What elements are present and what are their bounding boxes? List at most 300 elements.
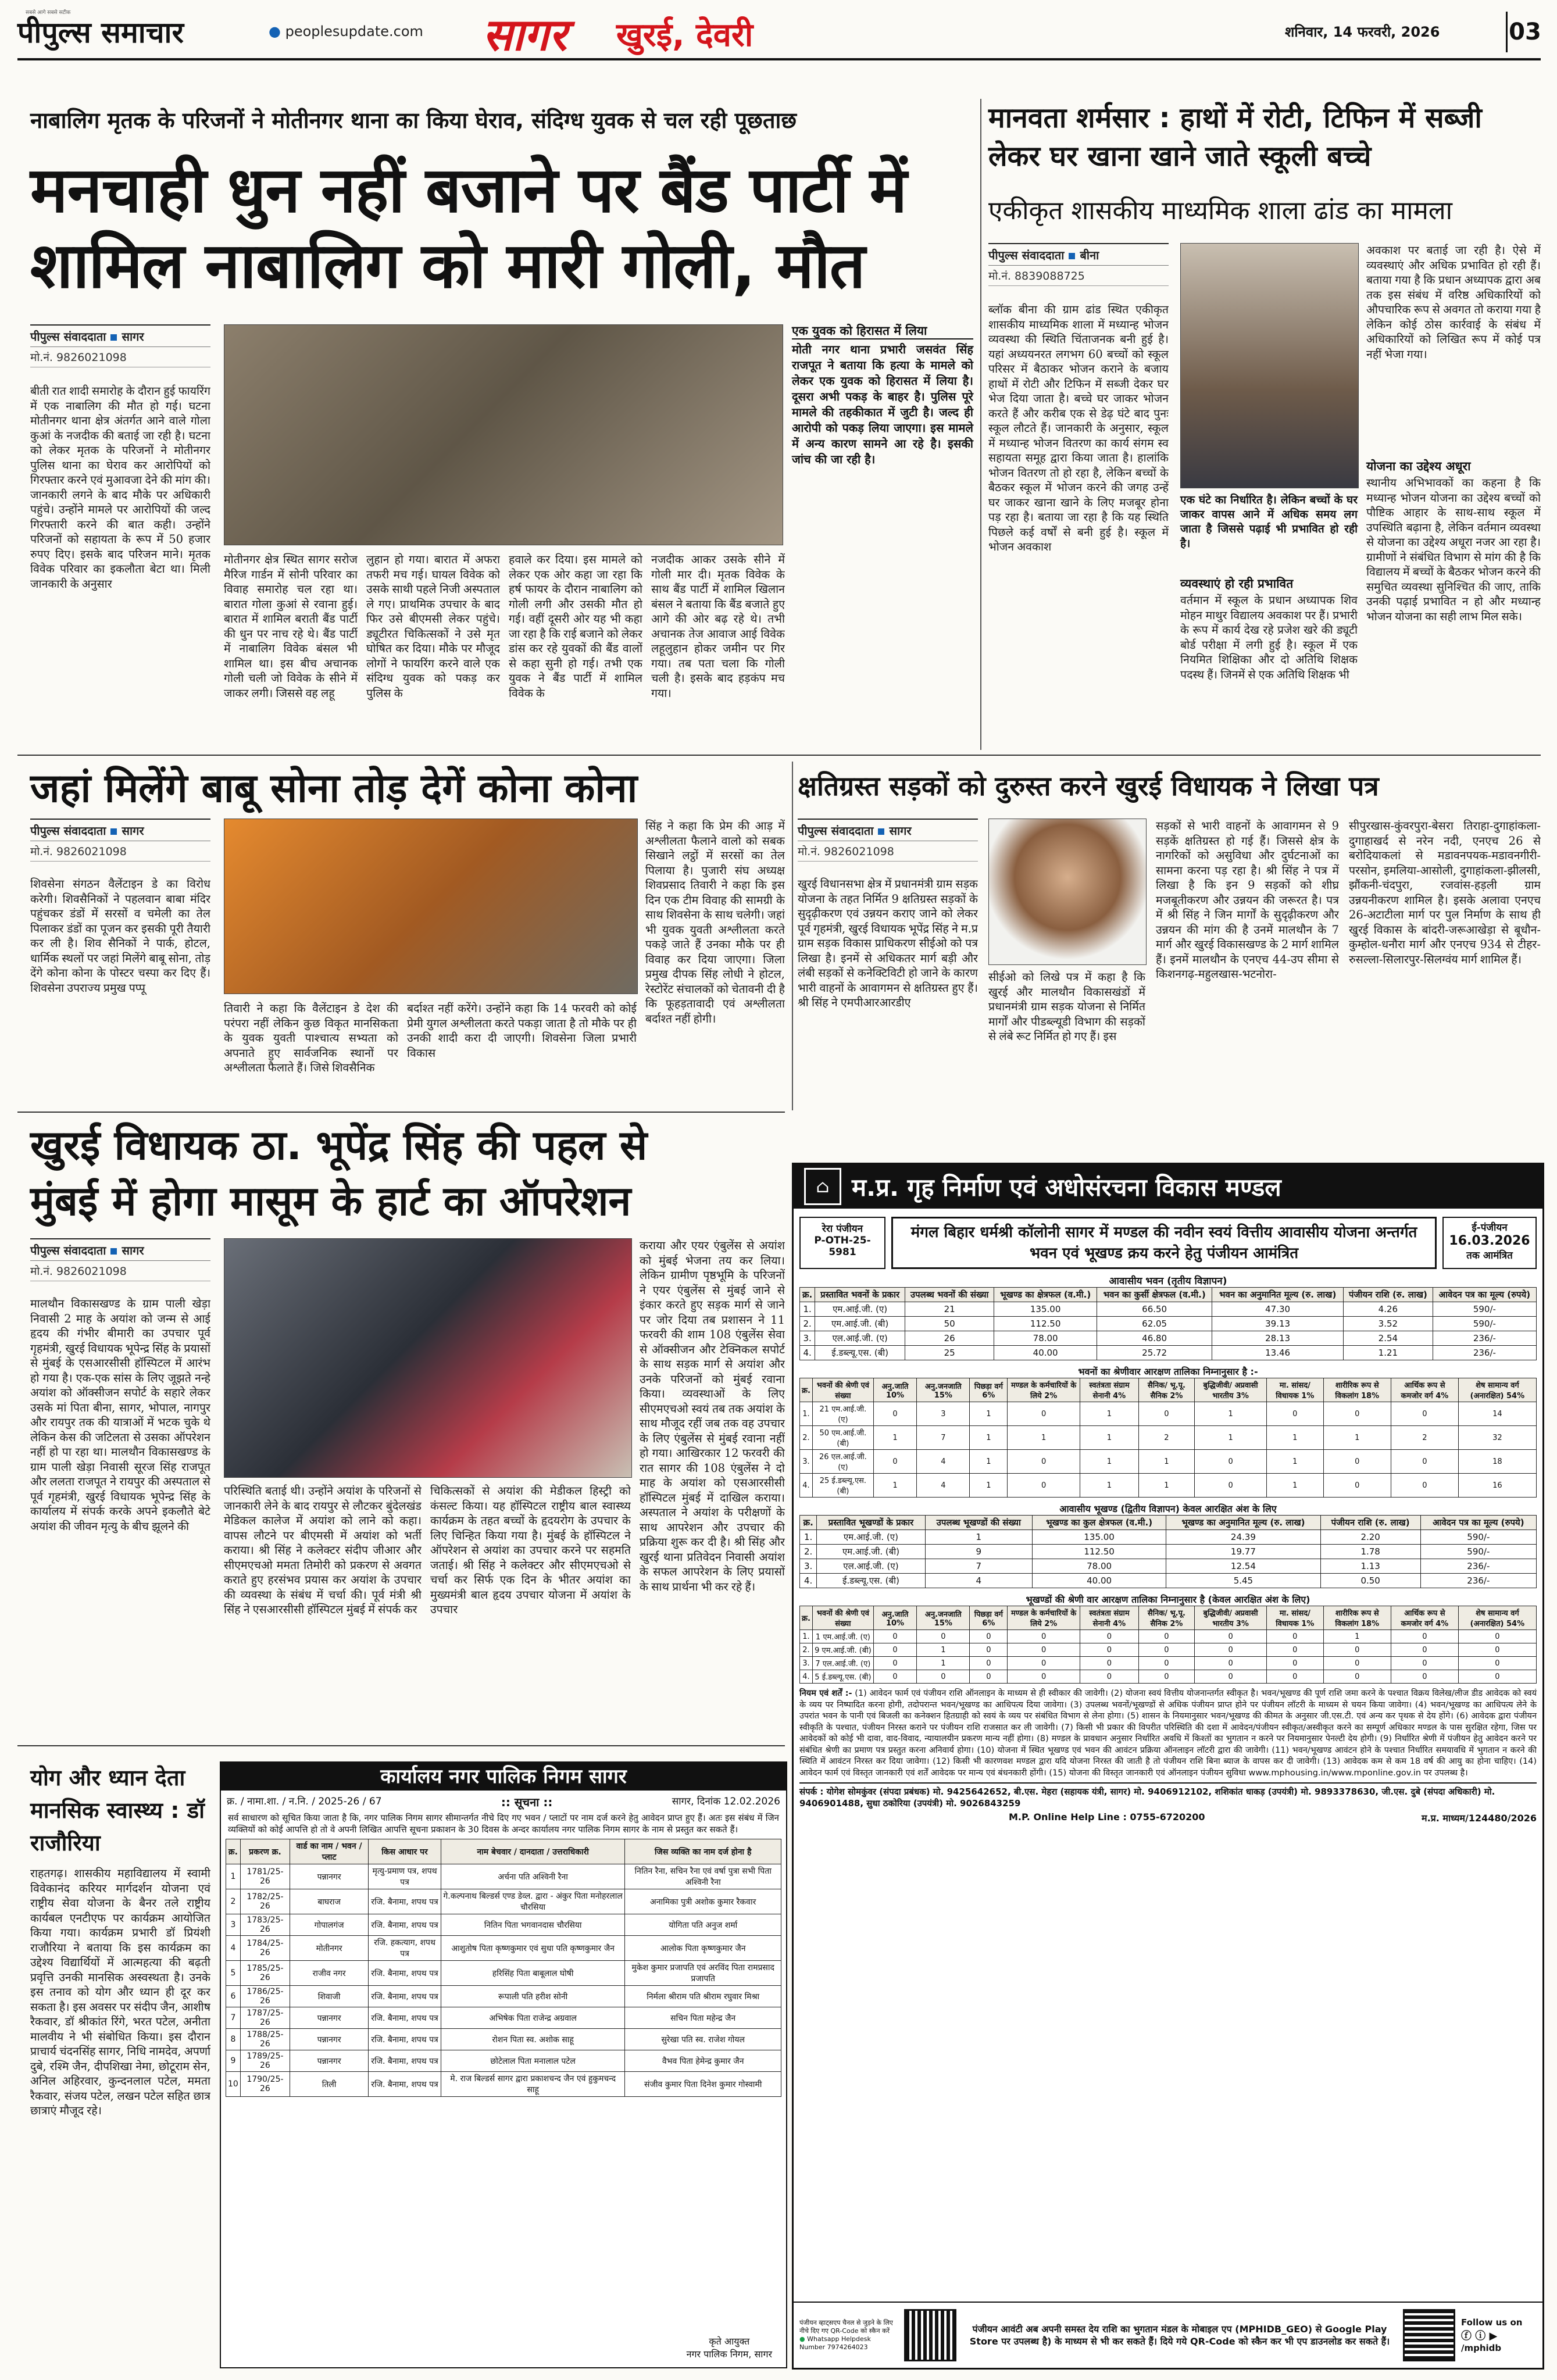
table-cell: रजि. हकत्याग, शपथ पत्र [369, 1936, 441, 1961]
ad-helpline-row [799, 1811, 1537, 1824]
table-cell: 66.50 [1097, 1302, 1212, 1317]
ad-terms-text: (1) आवेदन फार्म एवं पंजीयन राशि ऑनलाइन के माध्यम से ही स्वीकार की जावेगी। (2) योजना स्वयं वित्तीय योजनान्तर्गत स्वीकृत है। भवन/भूखण्ड की पूर्ण राशि जमा करने के पश्चात विक्रय विलेख/लीज डीड आवेदक को स्वयं के व्यय पर निष्पादित करना होगी, तदोपरान्त भवन/भूखण्ड का आधिपत्य दिया जावेगा। (3) उपलब्ध भवनों/भूखण्डों से अधिक पंजीयन प्राप्त होने पर पंजीयन लॉटरी के माध्यम से चयन किया जावेगा। (4) भवन/भूखण्ड का आधिपत्य लेने के उपरांत भवन के पानी एवं बिजली का कनेक्शन हितग्राही को स्वयं के व्यय पर संबंधित विभाग से लेना होगा। (5) शासन के नियमानुसार भवन/भूखण्ड की कीमत के अनुसार जी.एस.टी. एवं अन्य कर पृथक से देय होंगे। (6) आवेदक द्वारा पंजीयन स्वीकृति के पश्चात, पंजीयन निरस्त कराने पर पंजीयन राशि राजसात कर ली जावेगी। (7) किसी भी प्रकार की विपरीत परिस्थिति की दशा में आवेदन/पंजीयन स्वीकृत/अस्वीकृत करने का सम्पूर्ण अधिकार मण्डल के पास सुरक्षित रहेगा, जिस पर आवेदकों को कोई भी दावा, वाद-विवाद, न्यायालयीन प्रकरण मान्य नहीं होगा। (8) मण्डल के प्रावधान अनुसार निर्धारित अवधि में किश्तों का भुगतान न करने पर नियमानुसार पेनल्टी देय होगी। (9) निर्धारित श्रेणी में पंजीयन हेतु आवेदन करने पर संबंधित श्रेणी का प्रमाण पत्र प्रस्तुत करना अनिवार्य होगा। (10) योजना में स्थित भूखण्ड एवं भवन की आवंटन प्रक्रिया ऑनलाइन लॉटरी द्वारा की जावेगी। (11) भवन/भूखण्ड आवंटन होने के पश्चात निर्धारित समयावधि में भुगतान न करने की स्थिति में आवंटन निरस्त कर दिया जावेगा। (12) किसी भी कारणवश मण्डल द्वारा यदि योजना निरस्त की जाती है तो पंजीयन राशि बिना ब्याज के वापस कर दी जावेगी। (13) आवेदक कम से कम 18 वर्ष की आयु का होना चाहिए। (14) आवेदन फार्म एवं विस्तृत जानकारी एवं शर्तें आवेदक पर मान्य एवं बंधनकारी होंगी। (15) योजना की विस्तृत जानकारी एवं ऑनलाइन पंजीयन सुविधा www.mphousing.in/www.mponline.gov.in पर उपलब्ध है। [799, 1689, 1537, 1778]
table-cell: 0 [970, 1630, 1008, 1643]
table-header-cell: बुद्धिजीवी/ अप्रवासी भारतीय 3% [1195, 1378, 1267, 1402]
housing-board-logo-icon: ⌂ [804, 1168, 841, 1205]
section-divider [17, 1745, 785, 1746]
table-row [226, 2007, 781, 2029]
table-cell: अभिषेक पिता राजेन्द्र अग्रवाल [441, 2007, 624, 2029]
ad-table2 [799, 1378, 1537, 1498]
table-cell: योगिता पति अनुज शर्मा [625, 1914, 781, 1936]
ad-whatsapp: ● Whatsapp Helpdesk Number 7974264023 [799, 2335, 871, 2351]
table-cell: 0 [970, 1670, 1008, 1684]
table-cell: 2 [226, 1889, 241, 1914]
story2-photo-child [1180, 243, 1359, 488]
table-cell: 0 [1195, 1670, 1267, 1684]
table-cell: 0 [1267, 1402, 1323, 1426]
ad-whatsapp-box [799, 2319, 898, 2352]
story5-col1: मालथौन विकासखण्ड के ग्राम पाली खेड़ा निवासी 2 माह के अयांश को जन्म से आई हृदय की गंभीर बीमारी का उपचार पूर्व गृहमंत्री, खुरई विधायक भूपेन्द्र सिंह के प्रयासों से मुंबई के एसआरसीसी हॉस्पिटल में आरंभ हो गया है। एक-एक सांस के लिए जूझते नन्हे अयांश को ऑक्सीजन सपोर्ट के सहारे लेकर उसके मां पिता बीना, सागर, भोपाल, नागपुर और रायपुर तक की यात्राओं में भटक चुके थे लेकिन केस की जटिलता से उसका ऑपरेशन नहीं हो पा रहा था। मालथौन विकासखण्ड के ग्राम पाली खेड़ा निवासी सूरज सिंह राजपूत और ललता राजपूत ने रायपुर की अस्पताल से पूर्व गृहमंत्री, खुरई विधायक भूपेन्द्र सिंह के कार्यालय में संपर्क करके अपने इकलौते बेटे अयांश की जीवन मृत्यु के बीच झूलने की [30, 1297, 210, 1533]
table-header-cell: भूखण्ड का क्षेत्रफल (व.मी.) [994, 1288, 1097, 1302]
story2-byline-block [988, 243, 1169, 286]
table-header-cell: शेष सामान्य वर्ग (अनारक्षित) 54% [1458, 1378, 1536, 1402]
notice-date: सागर, दिनांक 12.02.2026 [672, 1796, 780, 1807]
table-cell: 1 [873, 1474, 916, 1498]
story2-col1: ब्लॉक बीना की ग्राम ढांड स्थित एकीकृत शासकीय माध्यमिक शाला में मध्यान्ह भोजन व्यवस्था की स्थिति चिंताजनक बनी हुई है। यहां अध्ययनरत लगभग 60 बच्चों को स्कूल परिसर में बैठाकर भोजन कराने के बजाय हाथों में रोटी और टिफिन में सब्जी देकर घर भेज दिया जाता है। बच्चे घर जाकर भोजन करते हैं और करीब एक से डेढ़ घंटे बाद पुनः स्कूल लौटते हैं। जानकारी के अनुसार, स्कूल में मध्यान्ह भोजन वितरण का कार्य संगम स्व सहायता समूह द्वारा किया जाता है। हालांकि भोजन वितरण तो हो रहा है, लेकिन बच्चों के बैठकर स्कूल में भोजन करने की जगह उन्हें घर जाकर खाना खाने के लिए मजबूर होना पड़ रहा है। बताया जा रहा है कि यह स्थिति पिछले कई वर्षों से बनी हुई है। स्कूल में भोजन अवकाश [988, 303, 1169, 553]
masthead-website: ● peoplesupdate.com [269, 23, 423, 40]
table-header-cell: उपलब्ध भूखण्डों की संख्या [925, 1516, 1032, 1530]
story3-col1: शिवसेना संगठन वैलेंटाइन डे का विरोध करेगी। शिवसैनिकों ने पहलवान बाबा मंदिर पहुंचकर डंडों में सरसों व चमेली का तेल पिलाकर डंडों का पूजन कर इसकी पूरी तैयारी कर ली है। शिव सैनिकों ने पार्क, होटल, धार्मिक स्थलों पर जहां मिलेंगे बाबू सोना, तोड़ देंगे कोना कोना के पोस्टर चस्पा कर दिए हैं। शिवसेना उपराज्य प्रमुख पप्पू [30, 877, 210, 995]
table-cell: 9 [925, 1545, 1032, 1559]
social-icons: ⓕ ⓘ ▶ [1461, 2330, 1498, 2342]
table-cell: 7 [925, 1559, 1032, 1574]
story1-col5: नजदीक आकर उसके सीने में गोली मार दी। मृतक विवेक के साथ बैंड पार्टी में शामिल खिलान बंसल ने बताया कि बैंड बजाते हुए आगे की ओर बढ़ रहे थे। तभी अचानक तेज आवाज आई विवेक लहूलुहान होकर जमीन पर गिर गया। तब पता चला कि गोली चली है। इसके बाद हड़कंप मच गया। [651, 553, 785, 700]
table-row [226, 1936, 781, 1961]
table-row [800, 1545, 1537, 1559]
table-cell: बाघराज [290, 1889, 369, 1914]
table-cell: आलोक पिता कृष्णकुमार जैन [625, 1936, 781, 1961]
table-cell: एम.आई.जी. (बी) [815, 1317, 905, 1331]
story4-headline: क्षतिग्रस्त सड़कों को दुरुस्त करने खुरई विधायक ने लिखा पत्र [798, 770, 1379, 802]
story5-photo [224, 1238, 632, 1478]
table-cell: 7 [917, 1426, 970, 1450]
qr-code-icon [904, 2309, 956, 2361]
table-row [800, 1402, 1537, 1426]
table-cell: राजीव नगर [290, 1961, 369, 1986]
table-cell: 1. [800, 1302, 815, 1317]
table-cell: रजि. बैनामा, शपथ पत्र [369, 2029, 441, 2050]
table-cell: 4 [917, 1450, 970, 1474]
table-row [800, 1426, 1537, 1450]
ad-epanjiyan: ई-पंजीयन [1472, 1222, 1508, 1234]
table-cell: 1 [873, 1426, 916, 1450]
table-cell: गोपालगंज [290, 1914, 369, 1936]
table-cell: 4 [226, 1936, 241, 1961]
ad-scheme: मंगल बिहार धर्मश्री कॉलोनी सागर में मण्डल की नवीन स्वयं वित्तीय आवासीय योजना अन्तर्गत भवन एवं भूखण्ड क्रय करने हेतु पंजीयन आमंत्रित [891, 1217, 1437, 1269]
table-cell: एम.आई.जी. (ए) [815, 1302, 905, 1317]
table-cell: 47.30 [1212, 1302, 1344, 1317]
table-cell: 1 [917, 1643, 970, 1657]
table-cell: शिवाजी [290, 1986, 369, 2007]
table-cell: वैभव पिता हेमेन्द्र कुमार जैन [625, 2050, 781, 2072]
table-cell: 0 [1391, 1657, 1459, 1670]
notice-ref: क्र. / नामा.शा. / न.नि. / 2025-26 / 67 [227, 1796, 382, 1807]
table-row [226, 2072, 781, 2097]
notice-signature-line2: नगर पालिक निगम, सागर [686, 2349, 772, 2360]
table-cell: एल.आई.जी. (ए) [815, 1331, 905, 1346]
table-cell: 0 [1458, 1670, 1536, 1684]
byline-bullet-icon [110, 334, 117, 341]
table-cell: 1 [970, 1426, 1008, 1450]
section-divider [17, 1112, 785, 1113]
masthead [17, 8, 1541, 60]
story1-kicker: नाबालिग मृतक के परिजनों ने मोतीनगर थाना का किया घेराव, संदिग्ध युवक से चल रही पूछताछ [30, 108, 797, 133]
table-cell: 25 [905, 1346, 994, 1360]
table-cell: 0 [1391, 1670, 1459, 1684]
story1-col2: मोतीनगर क्षेत्र स्थित सागर सरोज मैरिज गार्डन में सोनी परिवार का विवाह समारोह चल रहा था। बारात गोला कुआं से रवाना हुई। बारात में शामिल बराती बैंड पार्टी की धुन पर नाच रहे थे। बैंड पार्टी में नाबालिग विवेक बंसल भी शामिल था। इस बीच अचानक गोली चली जो विवेक के सीने में जाकर लगी। जिससे वह लहू [224, 553, 358, 700]
table-cell: 1 [970, 1450, 1008, 1474]
story1-byline-block [30, 324, 210, 367]
story4-col1: खुरई विधानसभा क्षेत्र में प्रधानमंत्री ग्राम सड़क योजना के तहत निर्मित 9 क्षतिग्रस्त सड़कों के सुदृढ़ीकरण एवं उन्नयन कराए जाने को लेकर पूर्व गृहमंत्री, खुरई विधायक भूपेंद्र सिंह ने म.प्र ग्राम सड़क विकास प्राधिकरण सीईओ को पत्र लिखा है। इनमें से अधिकतर मार्ग बड़ी और लंबी सड़कों से कनेक्टिविटी हो जाने के कारण भारी वाहनों के आवागमन से क्षतिग्रस्त हुए हैं। श्री सिंह ने एमपीआरआरडीए [798, 877, 978, 1009]
story3-byline-block [30, 819, 210, 862]
table-cell: 19.77 [1166, 1545, 1320, 1559]
column-divider [980, 99, 981, 750]
table-cell: 32 [1458, 1426, 1536, 1450]
housing-board-ad [792, 1163, 1544, 2370]
table-header-cell: अनु.जनजाति 15% [917, 1606, 970, 1630]
table-cell: 4. [800, 1670, 813, 1684]
table-cell: 0 [1391, 1643, 1459, 1657]
table-cell: 24.39 [1166, 1530, 1320, 1545]
ad-rera-label: रेरा पंजीयन [822, 1223, 863, 1235]
table-cell: 3. [800, 1559, 817, 1574]
ad-table1 [799, 1287, 1537, 1360]
table-cell: पन्नानगर [290, 2029, 369, 2050]
story1-headline-line1: मनचाही धुन नहीं बजाने पर बैंड पार्टी में [30, 154, 907, 227]
table-cell: 1.78 [1320, 1545, 1420, 1559]
table-cell: 0 [1195, 1630, 1267, 1643]
table-header-cell: भूखण्ड का अनुमानित मूल्य (रु. लाख) [1166, 1516, 1320, 1530]
table-cell: अनामिका पुत्री अशोक कुमार रैकवार [625, 1889, 781, 1914]
ad-terms [799, 1688, 1537, 1779]
table-cell: 135.00 [1032, 1530, 1166, 1545]
table-cell: 9 [226, 2050, 241, 2072]
table-header-cell: पिछड़ा वर्ग 6% [970, 1606, 1008, 1630]
table-row [226, 1986, 781, 2007]
table-header-cell: नाम बेचवार / दानदाता / उत्तराधिकारी [441, 1839, 624, 1864]
table-cell: 2.20 [1320, 1530, 1420, 1545]
table-cell: 40.00 [994, 1346, 1097, 1360]
notice-intro: सर्व साधारण को सूचित किया जाता है कि, नगर पालिक निगम सागर सीमान्तर्गत नीचे दिए गए भवन / प्लाटों पर नाम दर्ज करने हेतु आवेदन प्राप्त हुए हैं। अतः इस संबंध में जिन व्यक्तियों को कोई आपत्ति हो तो वे अपनी लिखित आपत्ति सूचना प्रकाशन के 30 दिवस के अन्दर कार्यालय नगर पालिक निगम सागर के नाम से प्रस्तुत कर सकते हैं। [228, 1813, 779, 1835]
table-cell: 0 [1138, 1630, 1194, 1643]
story2-mobile: मो.नं. 8839088725 [988, 266, 1169, 286]
story1-col4: हवाले कर दिया। इस मामले को लेकर एक ओर कहा जा रहा कि हर्ष फायर के दौरान नाबालिग को गोली लगी और उसकी मौत हो गई। वहीं दूसरी ओर यह भी कहा जा रहा है कि राई बजाने को लेकर डांस कर रहे युवकों की बैंड वालों से कहा सुनी हो गई। तभी एक युवक ने बैंड पार्टी में शामिल विवेक के [509, 553, 642, 700]
table-header-cell: किस आधार पर [369, 1839, 441, 1864]
story3-headline: जहां मिलेंगे बाबू सोना तोड़ देगें कोना कोना [30, 766, 638, 812]
table-row [226, 2029, 781, 2050]
ad-helpline: M.P. Online Help Line : 0755-6720200 [1009, 1811, 1205, 1822]
table-row [800, 1670, 1537, 1684]
table-header-cell: शारीरिक रूप से विकलांग 18% [1323, 1378, 1391, 1402]
story2-subhead-1: व्यवस्थाएं हो रही प्रभावित [1180, 577, 1294, 591]
table-cell: 0 [1267, 1670, 1323, 1684]
table-cell: 26 [905, 1331, 994, 1346]
table-cell: 16 [1458, 1474, 1536, 1498]
table-cell: 590/- [1420, 1530, 1536, 1545]
table-cell: 1 [1267, 1426, 1323, 1450]
story1-byline: पीपुल्स संवाददाता सागर [30, 324, 210, 347]
table-cell: 2. [800, 1426, 813, 1450]
table-row [800, 1317, 1537, 1331]
table-header-cell: भवनों की श्रेणी एवं संख्या [812, 1606, 873, 1630]
table-cell: 1 [1080, 1474, 1139, 1498]
story1-sidebox [792, 323, 973, 544]
table-header-cell: भवन का अनुमानित मूल्य (रु. लाख) [1212, 1288, 1344, 1302]
table-cell: 1 एम.आई.जी. (ए) [812, 1630, 873, 1643]
table-cell: 5 ई.डब्ल्यू.एस. (बी) [812, 1670, 873, 1684]
table-cell: 0 [1267, 1643, 1323, 1657]
table-cell: 8 [226, 2029, 241, 2050]
table-cell: अर्चना पति अश्विनी रैना [441, 1864, 624, 1889]
table-cell: 25 ई.डब्ल्यू.एस. (बी) [812, 1474, 873, 1498]
table-cell: 0 [1195, 1657, 1267, 1670]
table-cell: मे. राज बिल्डर्स सागर द्वारा प्रकाशचन्द जैन एवं हुकुमचन्द साहू [441, 2072, 624, 2097]
table-header-cell: भवनों की श्रेणी एवं संख्या [812, 1378, 873, 1402]
table-cell: 236/- [1433, 1346, 1536, 1360]
story2-byline: पीपुल्स संवाददाता बीना [988, 243, 1169, 266]
ad-table4 [799, 1606, 1537, 1684]
table-cell: 3.52 [1343, 1317, 1433, 1331]
ad-epanjiyan-till: तक आमंत्रित [1466, 1250, 1513, 1262]
table-cell: 1. [800, 1530, 817, 1545]
table-cell: 0 [1138, 1643, 1194, 1657]
table-cell: 14 [1458, 1402, 1536, 1426]
table-cell: 0 [1008, 1402, 1080, 1426]
table-cell: रजि. बैनामा, शपथ पत्र [369, 2050, 441, 2072]
table-row [800, 1643, 1537, 1657]
table-row [226, 1864, 781, 1889]
table-cell: 3. [800, 1450, 813, 1474]
table-cell: 0 [1195, 1474, 1267, 1498]
table-header-cell: आवेदन पत्र का मूल्य (रुपये) [1420, 1516, 1536, 1530]
table-header-cell: प्रस्तावित भूखण्डों के प्रकार [817, 1516, 925, 1530]
table-cell: 1 [1195, 1426, 1267, 1450]
table-cell: रजि. बैनामा, शपथ पत्र [369, 2072, 441, 2097]
table-cell: पन्नानगर [290, 1864, 369, 1889]
table-cell: 2 [1391, 1426, 1459, 1450]
table-cell: 0 [1267, 1657, 1323, 1670]
table-cell: 0 [1080, 1643, 1139, 1657]
table-row [800, 1450, 1537, 1474]
table-cell: पन्नानगर [290, 2007, 369, 2029]
ad-title: म.प्र. गृह निर्माण एवं अधोसंरचना विकास मण्डल [852, 1173, 1281, 1202]
masthead-city: सागर [483, 9, 567, 60]
table-cell: 4 [925, 1574, 1032, 1588]
table-cell: 4. [800, 1574, 817, 1588]
notice-subject: :: सूचना :: [501, 1795, 553, 1809]
table-header-cell: मा. सांसद/ विधायक 1% [1267, 1378, 1323, 1402]
table-header-cell: पंजीयन राशि (रु. लाख) [1343, 1288, 1433, 1302]
table-cell: 135.00 [994, 1302, 1097, 1317]
story4-mobile: मो.नं. 9826021098 [798, 841, 978, 862]
table-cell: 0 [1138, 1402, 1194, 1426]
table-cell: रजि. बैनामा, शपथ पत्र [369, 1961, 441, 1986]
table-cell: रूपाली पति हरीश सोनी [441, 1986, 624, 2007]
municipal-notice [220, 1761, 787, 2368]
table-cell: तिली [290, 2072, 369, 2097]
table-cell: 18 [1458, 1450, 1536, 1474]
story2-subhead: एकीकृत शासकीय माध्यमिक शाला ढांड का मामला [988, 196, 1453, 226]
story2-kicker: मानवता शर्मसार : [988, 102, 1170, 134]
table-cell: 4.26 [1343, 1302, 1433, 1317]
table-header-cell: मण्डल के कर्मचारियों के लिये 2% [1008, 1378, 1080, 1402]
story3-col3: बर्दाश्त नहीं करेंगे। उन्होंने कहा कि 14 फरवरी को कोई प्रेमी युगल अश्लीलता करते पकड़ा जाता है तो मौके पर ही उनकी शादी करा दी जाएगी। शिवसेना जिला प्रभारी विकास [407, 1002, 637, 1060]
column-divider [792, 762, 793, 1110]
story5-col4: कराया और एयर एंबुलेंस से अयांश को मुंबई भेजना तय कर लिया। लेकिन ग्रामीण पृष्ठभूमि के परिजनों ने एयर एंबुलेंस से मुंबई जाने से इंकार करते हुए सड़क मार्ग से जाने पर जोर दिया तब प्रशासन ने 11 फरवरी की शाम 108 एंबुलेंस सेवा से ऑक्सीजन और टेक्निकल सपोर्ट के साथ सड़क मार्ग से अयांश और उनके परिजनों को मुंबई रवाना किया। व्यवस्थाओं के लिए सीएमएचओ स्वयं तब तक अयांश के साथ मौजूद रहीं जब तक वह उपचार के लिए एंबुलेंस से मुंबई रवाना नहीं हो गया। आखिरकार 12 फरवरी की रात सागर की 108 एंबुलेंस ने दो माह के अयांश को एसआरसीसी हॉस्पिटल मुंबई में दाखिल कराया। अस्पताल ने अयांश के परीक्षणों के साथ आपरेशन और उपचार की प्रक्रिया शुरू कर दी है। श्री सिंह और खुरई थाना प्रतिवेदन निवासी अयांश के सफल आपरेशन के लिए प्रयासों के साथ प्रार्थना भी कर रहे हैं। [640, 1239, 785, 1593]
table-cell: 1 [226, 1864, 241, 1889]
ad-scheme-row [799, 1217, 1537, 1269]
table-cell: 3 [917, 1402, 970, 1426]
table-cell: 4. [800, 1346, 815, 1360]
table-header-cell: पिछड़ा वर्ग 6% [970, 1378, 1008, 1402]
table-cell: 46.80 [1097, 1331, 1212, 1346]
table-cell: निर्मला श्रीराम पति श्रीराम रघुवार मिश्रा [625, 1986, 781, 2007]
table-cell: 0 [1195, 1450, 1267, 1474]
notice-signature [687, 2335, 772, 2360]
table-header-cell: क्र. [800, 1516, 817, 1530]
section-divider [17, 755, 1541, 756]
notice-title: कार्यालय नगर पालिक निगम सागर [221, 1763, 786, 1791]
table-cell: 0 [1267, 1630, 1323, 1643]
table-row [800, 1331, 1537, 1346]
table-header-cell: आवेदन पत्र का मूल्य (रुपये) [1433, 1288, 1536, 1302]
story4-col4: सीपुरखास-कुंवरपुरा-बेसरा तिराहा-दुगाहांकला-दुगाहाखर्द से नरेन नदी, एनएच 26 से बरोदियाकलां से मडावनपयक-मडावनगीरी-परसोन, इमलिया-आसोली, दुगाहांकला-झीलसी, झौंकनी-चंदपुरा, रजवांस-हड़ली ग्राम उन्नयनीकरण शामिल है। इसके अलावा एनएच 26-अटाटीला मार्ग पर पुल निर्माण के साथ ही खुरई विकास के बांदरी-जरूआखेड़ा से बूधौन-कुम्होल-धनौरा मार्ग और एनएच 934 से टीहर-रुसल्ला-सिलारपुर-सिलग्वंय मार्ग शामिल हैं। [1349, 819, 1541, 966]
story1-col1: बीती रात शादी समारोह के दौरान हुई फायरिंग में एक नाबालिग की मौत हो गई। घटना मोतीनगर थाना क्षेत्र अंतर्गत आने वाले गोला कुआं के नजदीक की बताई जा रही है। घटना को लेकर मृतक के परिजनों ने मोतीनगर पुलिस थाना का घेराव कर आरोपियों को गिरफ्तार करने एवं मुआवजा देने की मांग की। जानकारी लगने के बाद मौके पर अधिकारी पहुंचे। उन्होंने मामले पर आरोपियों की जल्द गिरफ्तारी करने की बात कही। उन्होंने परिजनों को सहायता के रूप में 50 हजार रुपए दिए। इसके बाद परिजन माने। मृतक विवेक परिवार का इकलौता बेटा था। मिली जानकारी के अनुसार [30, 384, 210, 591]
table-cell: 590/- [1433, 1317, 1536, 1331]
table-header-cell: वार्ड का नाम / भवन / प्लाट [290, 1839, 369, 1864]
table-cell: 40.00 [1032, 1574, 1166, 1588]
table-header-cell: क्र. [800, 1288, 815, 1302]
story1-sidebox-head: एक युवक को हिरासत में लिया [792, 323, 973, 340]
table-header-cell: भूखण्ड का कुल क्षेत्रफल (व.मी.) [1032, 1516, 1166, 1530]
table-cell: 236/- [1433, 1331, 1536, 1346]
table-cell: रजि. बैनामा, शपथ पत्र [369, 2007, 441, 2029]
table-cell: 1.13 [1320, 1559, 1420, 1574]
table-header-cell: बुद्धिजीवी/ अप्रवासी भारतीय 3% [1195, 1606, 1267, 1630]
table-cell: 21 एम.आई.जी. (ए) [812, 1402, 873, 1426]
table-row [800, 1559, 1537, 1574]
table-cell: मोतीनगर [290, 1936, 369, 1961]
table-cell: रजि. बैनामा, शपथ पत्र [369, 1914, 441, 1936]
story2-caption: एक घंटे का निर्धारित है। लेकिन बच्चों के घर जाकर वापस आने में अधिक समय लग जाता है जिससे पढ़ाई भी प्रभावित हो रही है। [1180, 494, 1358, 550]
table-header-cell: सैनिक/ भू.पू. सैनिक 2% [1138, 1606, 1194, 1630]
table-row [226, 1914, 781, 1936]
table-cell: 1789/25-26 [240, 2050, 290, 2072]
page-number: 03 [1506, 12, 1542, 52]
ad-terms-label: नियम एवं शर्तें :- [799, 1689, 852, 1698]
ad-ref-no: म.प्र. माध्यम/124480/2026 [1422, 1813, 1537, 1824]
ad-header [794, 1164, 1542, 1209]
table-cell: 0 [1458, 1657, 1536, 1670]
table-cell: 112.50 [994, 1317, 1097, 1331]
table-cell: 50 एम.आई.जी. (बी) [812, 1426, 873, 1450]
table-cell: 25.72 [1097, 1346, 1212, 1360]
table-cell: गे.कल्पनाथ बिल्डर्स एण्ड डेव्ल. द्वारा - अंकुर पिता मनोहरलाल चौरसिया [441, 1889, 624, 1914]
story1-headline-line2: शामिल नाबालिग को मारी गोली, मौत [30, 230, 865, 302]
table-cell: 1790/25-26 [240, 2072, 290, 2097]
table-row [226, 2050, 781, 2072]
table-header-cell: आर्थिक रूप से कमजोर वर्ग 4% [1391, 1378, 1459, 1402]
table-cell: 236/- [1420, 1574, 1536, 1588]
table-cell: 0 [1080, 1630, 1139, 1643]
table-row [800, 1346, 1537, 1360]
masthead-sub-cities: खुरई, देवरी [616, 16, 753, 54]
story2-col3: अवकाश पर बताई जा रही है। ऐसे में व्यवस्थाएं और अधिक प्रभावित हो रही हैं। बताया गया है कि प्रधान अध्यापक द्वारा अब तक इस संबंध में वरिष्ठ अधिकारियों को औपचारिक रूप से अवगत तो कराया गया है लेकिन कोई ठोस कार्रवाई के संबंध में अधिकारियों को लिखित रूप में कोई पत्र नहीं भेजा गया। [1366, 244, 1541, 361]
table-row [800, 1530, 1537, 1545]
table-cell: 0 [1008, 1670, 1080, 1684]
table-cell: 0 [873, 1657, 916, 1670]
table-cell: 1 [925, 1530, 1032, 1545]
table-cell: 21 [905, 1302, 994, 1317]
story1-sidebox-text: मोती नगर थाना प्रभारी जसवंत सिंह राजपूत ने बताया कि हत्या के मामले को लेकर एक युवक को हिरासत में लिया है। दूसरा अभी पकड़ के बाहर है। पुलिस पूरे मामले की तहकीकात में जुटी है। जल्द ही आरोपी को पकड़ लिया जाएगा। इस मामले में अन्य कारण सामने आ रहे है। इसकी जांच की जा रही है। [792, 342, 973, 466]
table-cell: 1. [800, 1630, 813, 1643]
table-cell: 2. [800, 1545, 817, 1559]
table-cell: 4 [917, 1474, 970, 1498]
ad-table3 [799, 1515, 1537, 1588]
story3-mobile: मो.नं. 9826021098 [30, 841, 210, 862]
table-header-cell: स्वतंत्रता संग्राम सेनानी 4% [1080, 1378, 1139, 1402]
table-cell: 0 [1080, 1670, 1139, 1684]
table-cell: 0.50 [1320, 1574, 1420, 1588]
table-cell: 0 [1008, 1643, 1080, 1657]
table-cell: हरिसिंह पिता बाबूलाल घोषी [441, 1961, 624, 1986]
table-cell: आशुतोष पिता कृष्णकुमार एवं सुधा पति कृष्णकुमार जैन [441, 1936, 624, 1961]
ad-table3-title: आवासीय भूखण्ड (द्वितीय विज्ञापन) केवल आरक्षित अंश के लिए [1059, 1503, 1277, 1514]
table-cell: 1 [1008, 1426, 1080, 1450]
table-cell: रजि. बैनामा, शपथ पत्र [369, 1889, 441, 1914]
table-cell: सुरेखा पति स्व. राजेश गोयल [625, 2029, 781, 2050]
ad-epanjiyan-date: 16.03.2026 [1449, 1234, 1530, 1248]
table-row [800, 1302, 1537, 1317]
table-cell: 112.50 [1032, 1545, 1166, 1559]
table-header-cell: आर्थिक रूप से कमजोर वर्ग 4% [1391, 1606, 1459, 1630]
story4-col2: सीईओ को लिखे पत्र में कहा है कि खुरई और मालथौन विकासखंडों में प्रधानमंत्री ग्राम सड़क योजना से निर्मित मार्गों और पीडब्ल्यूडी विभाग की सड़कों से लंबे रूट निर्मित हो गए हैं। इस [988, 970, 1145, 1043]
globe-icon: ● [269, 23, 285, 40]
table-cell: नितिन पिता भगवानदास चौरसिया [441, 1914, 624, 1936]
table-header-cell: भवन का कुर्सी क्षेत्रफल (व.मी.) [1097, 1288, 1212, 1302]
ad-table1-title: आवासीय भवन (तृतीय विज्ञापन) [1109, 1275, 1227, 1287]
table-row [226, 1889, 781, 1914]
table-cell: 5 [226, 1961, 241, 1986]
table-cell: 1788/25-26 [240, 2029, 290, 2050]
table-cell: 10 [226, 2072, 241, 2097]
table-cell: 0 [1458, 1630, 1536, 1643]
table-cell: मृत्यु-प्रमाण पत्र, शपथ पत्र [369, 1864, 441, 1889]
ad-table2-title: भवनों का श्रेणीवार आरक्षण तालिका निम्नानुसार है :- [1078, 1366, 1258, 1377]
table-cell: 0 [917, 1670, 970, 1684]
table-header-cell: क्र. [226, 1839, 241, 1864]
table-cell: रजि. बैनामा, शपथ पत्र [369, 1986, 441, 2007]
story6-col: राहतगढ़। शासकीय महाविद्यालय में स्वामी विवेकानंद करियर मार्गदर्शन योजना एवं राष्ट्रीय सेवा योजना के बैनर तले राष्ट्रीय कार्यबल एनटीएफ पर कार्यक्रम आयोजित किया गया। कार्यक्रम प्रभारी डॉ प्रियंशी राजौरिया ने बताया कि इस कार्यक्रम का उद्देश्य विद्यार्थियों में आत्महत्या की बढ़ती प्रवृत्ति उनकी मानसिक अस्वस्थता है। उनके इस तनाव को योग और ध्यान ही दूर कर सकता है। इस अवसर पर संदीप जैन, आशीष रैकवार, डॉ श्रीकांत रिंगे, भरत पटेल, अनीता मालवीय ने भी संबोधित किया। इस दौरान प्राचार्य चंदनसिंह सागर, निधि नामदेव, अपर्णा दुबे, रश्मि जैन, दीपशिखा नेमा, छोटूराम सेन, अनिल अहिरवार, कुन्दनलाल पटेल, ममता रैकवार, संजय पटेल, लखन पटेल सहित छात्र छात्राएं मौजूद रहे। [30, 1867, 210, 2117]
story1-col3: लुहान हो गया। बारात में अफरा तफरी मच गई। घायल विवेक को उसके साथी पहले निजी अस्पताल ले गए। प्राथमिक उपचार के बाद फिर उसे बीएमसी लेकर पहुंचे। ड्यूटीरत चिकित्सकों ने उसे मृत घोषित कर दिया। मौके पर मौजूद लोगों ने फायरिंग करने वाले एक संदिग्ध युवक को पकड़ कर पुलिस के [366, 553, 500, 700]
table-cell: 2.54 [1343, 1331, 1433, 1346]
ad-footer-text: पंजीयन व्हाट्सएप चैनल से जुड़ने के लिए नीचे दिए गए QR-Code को स्कैन करें [799, 2319, 893, 2335]
table-header-cell: उपलब्ध भवनों की संख्या [905, 1288, 994, 1302]
table-cell: 0 [1323, 1643, 1391, 1657]
table-row [800, 1630, 1537, 1643]
table-cell: 2 [1138, 1426, 1194, 1450]
table-row [800, 1574, 1537, 1588]
table-cell: 0 [1391, 1474, 1459, 1498]
table-cell: एम.आई.जी. (ए) [817, 1530, 925, 1545]
table-cell: 1 [1138, 1450, 1194, 1474]
table-header-cell: जिस व्यक्ति का नाम दर्ज होना है [625, 1839, 781, 1864]
table-header-cell: प्रकरण क्र. [240, 1839, 290, 1864]
table-cell: संजीव कुमार पिता दिनेश कुमार गोस्वामी [625, 2072, 781, 2097]
table-cell: 0 [1391, 1450, 1459, 1474]
table-cell: 0 [1323, 1670, 1391, 1684]
story4-photo-mla [988, 819, 1147, 965]
notice-meta [221, 1791, 786, 1811]
table-cell: 0 [1138, 1657, 1194, 1670]
table-cell: 1784/25-26 [240, 1936, 290, 1961]
table-cell: 0 [1323, 1657, 1391, 1670]
table-cell: 2. [800, 1643, 813, 1657]
table-cell: 28.13 [1212, 1331, 1344, 1346]
table-cell: 0 [970, 1657, 1008, 1670]
table-cell: 7 [226, 2007, 241, 2029]
table-cell: 0 [1323, 1450, 1391, 1474]
table-cell: 0 [1391, 1402, 1459, 1426]
